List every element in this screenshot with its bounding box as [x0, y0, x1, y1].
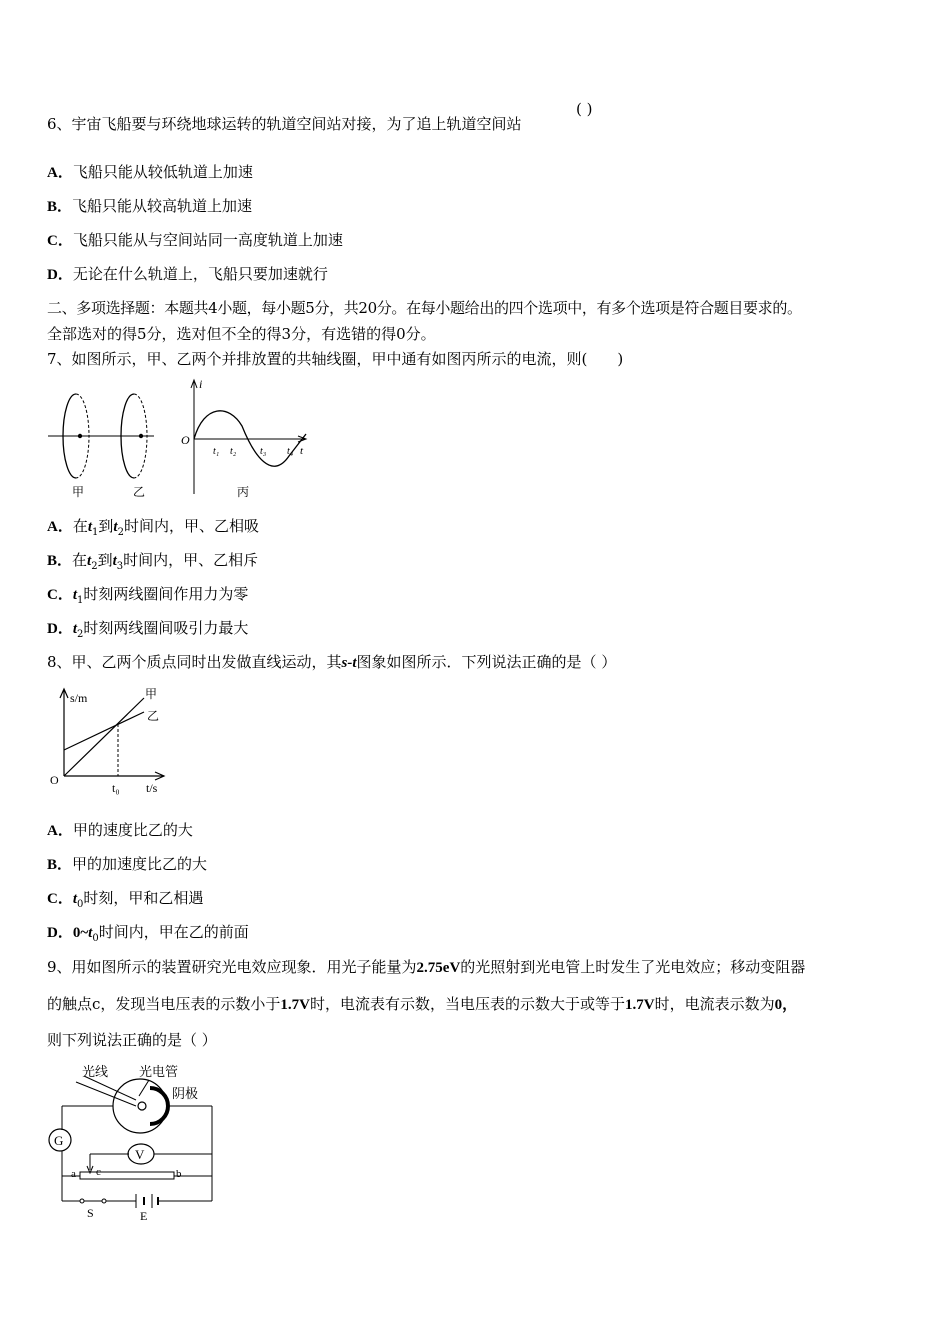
anode — [138, 1102, 146, 1110]
label-jia: 甲 — [72, 485, 85, 499]
q8-stem — [47, 652, 616, 673]
label-t: t — [300, 445, 304, 457]
rheostat — [80, 1172, 174, 1179]
label-a: a — [71, 1168, 76, 1180]
label-e: E — [140, 1209, 148, 1223]
q6-stem: 6、宇宙飞船要与环绕地球运转的轨道空间站对接，为了追上轨道空间站 — [47, 115, 522, 133]
tick-t1: t₁ — [213, 446, 220, 457]
option-text-mid: 到 — [97, 551, 113, 569]
option-letter: A． — [47, 519, 73, 535]
sub: 1 — [77, 595, 84, 606]
label-b: b — [176, 1168, 182, 1180]
q7-stem: 7、如图所示，甲、乙两个并排放置的共轴线圈，甲中通有如图丙所示的电流，则( ) — [47, 350, 624, 368]
label-s: S — [87, 1206, 94, 1220]
label-t: t/s — [146, 781, 158, 795]
label-jia: 甲 — [145, 687, 158, 701]
q9-line3: 则下列说法正确的是（ ） — [47, 1031, 217, 1049]
label-v: V — [135, 1147, 145, 1162]
tick-t2: t₂ — [230, 446, 237, 457]
q7-option-d — [47, 618, 248, 645]
q9-line2 — [47, 994, 797, 1015]
q9-circuit-figure — [44, 1060, 224, 1225]
q9-line2-mid: 时，电流表有示数，当电压表的示数大于或等于 — [310, 995, 626, 1013]
tick-t4: t₄ — [287, 446, 294, 457]
q8-option-a — [47, 820, 193, 841]
label-g: G — [54, 1133, 64, 1148]
option-text: 飞船只能从较低轨道上加速 — [72, 163, 253, 181]
q8-stem-post: 图象如图所示．下列说法正确的是（ ） — [356, 653, 617, 671]
q6-option-a — [47, 162, 253, 183]
q8-figure — [44, 684, 174, 800]
q8-option-d — [47, 922, 249, 949]
option-text-post: 时间内，甲、乙相吸 — [123, 517, 259, 535]
q8-stem-pre: 8、甲、乙两个质点同时出发做直线运动，其 — [47, 653, 342, 671]
option-text: 飞船只能从与空间站同一高度轨道上加速 — [72, 231, 343, 249]
line-jia — [64, 698, 144, 776]
switch-contact — [102, 1199, 106, 1203]
option-letter: C． — [47, 587, 73, 603]
option-text-pre: 在 — [72, 551, 88, 569]
sub: 0 — [92, 933, 99, 944]
var-t: t — [87, 519, 93, 535]
q6-option-b — [47, 196, 252, 217]
q9-energy: 2.75eV — [416, 960, 461, 976]
switch-contact — [80, 1199, 84, 1203]
option-letter: C． — [47, 233, 73, 249]
q9-line1 — [47, 957, 805, 978]
sub: 2 — [77, 629, 84, 640]
option-text: 甲的速度比乙的大 — [72, 821, 193, 839]
option-text-pre: 0~ — [72, 925, 89, 941]
option-letter: A． — [47, 165, 73, 181]
option-letter: C． — [47, 891, 73, 907]
q8-option-b — [47, 854, 207, 875]
label-yi: 乙 — [147, 709, 160, 723]
label-origin: O — [181, 433, 190, 447]
q6-paren: ( ) — [576, 100, 593, 118]
label-i: i — [199, 377, 203, 391]
q7-option-b — [47, 550, 258, 577]
q7-option-a — [47, 516, 259, 543]
light-ray — [76, 1082, 136, 1106]
option-text-pre: 在 — [72, 517, 88, 535]
option-text-post: 时刻，甲和乙相遇 — [83, 889, 204, 907]
sub: 3 — [116, 561, 124, 572]
q7-figure — [44, 376, 314, 501]
q9-line2-post: 时，电流表示数为 — [654, 995, 775, 1013]
var-t: t — [72, 891, 78, 907]
tick-t3: t₃ — [260, 446, 267, 457]
coil-yi-center — [139, 434, 143, 438]
option-text: 飞船只能从较高轨道上加速 — [72, 197, 253, 215]
q6-option-d — [47, 264, 328, 285]
label-yi: 乙 — [133, 485, 146, 499]
var-t: t — [87, 553, 92, 569]
option-letter: D． — [47, 925, 73, 941]
var-t: t — [88, 925, 93, 941]
option-text-post: 时间内，甲、乙相斥 — [123, 551, 259, 569]
option-text-mid: 到 — [98, 517, 114, 535]
label-s: s/m — [70, 691, 88, 705]
q9-line1-pre: 9、用如图所示的装置研究光电效应现象．用光子能量为 — [47, 958, 417, 976]
option-letter: B． — [47, 553, 73, 569]
option-letter: D． — [47, 621, 73, 637]
label-origin: O — [50, 773, 59, 787]
q6-option-c — [47, 230, 343, 251]
sub: 2 — [91, 561, 98, 572]
option-text: 甲的加速度比乙的大 — [72, 855, 208, 873]
sub: 1 — [92, 527, 99, 538]
coil-jia-center — [78, 434, 82, 438]
section2-line1: 二、多项选择题：本题共4小题，每小题5分，共20分。在每小题给出的四个选项中，有多个选项是符合题目要求的。 — [47, 299, 802, 317]
q9-zero: 0， — [774, 997, 798, 1013]
label-c: c — [96, 1166, 101, 1178]
q9-line2-pre: 的触点c，发现当电压表的示数小于 — [47, 995, 281, 1013]
tube-pointer — [139, 1080, 149, 1096]
option-letter: A． — [47, 823, 73, 839]
var-t: t — [113, 519, 118, 535]
sub: 0 — [77, 899, 84, 910]
var-t: t — [112, 553, 117, 569]
label-t0: t₀ — [112, 781, 120, 795]
option-text-post: 时间内，甲在乙的前面 — [98, 923, 249, 941]
label-light: 光线 — [82, 1064, 109, 1079]
q9-line1-post: 的光照射到光电管上时发生了光电效应；移动变阻器 — [460, 958, 806, 976]
option-letter: D． — [47, 267, 73, 283]
line-yi — [64, 712, 144, 750]
sub: 2 — [117, 527, 124, 538]
label-tube: 光电管 — [139, 1064, 179, 1079]
option-letter: B． — [47, 857, 73, 873]
q8-stem-var: s-t — [341, 655, 357, 671]
label-bing: 丙 — [237, 485, 250, 499]
section2-line2: 全部选对的得5分，选对但不全的得3分，有选错的得0分。 — [47, 325, 436, 343]
label-cathode: 阴极 — [172, 1086, 199, 1101]
var-t: t — [72, 621, 78, 637]
q7-option-c — [47, 584, 248, 611]
var-t: t — [72, 587, 78, 603]
cathode-plate — [150, 1088, 168, 1124]
option-letter: B． — [47, 199, 73, 215]
option-text-post: 时刻两线圈间作用力为零 — [83, 585, 249, 603]
q8-option-c — [47, 888, 203, 915]
option-text: 无论在什么轨道上，飞船只要加速就行 — [72, 265, 328, 283]
q9-voltage-1: 1.7V — [280, 997, 310, 1013]
q9-voltage-2: 1.7V — [625, 997, 655, 1013]
option-text-post: 时刻两线圈间吸引力最大 — [83, 619, 249, 637]
